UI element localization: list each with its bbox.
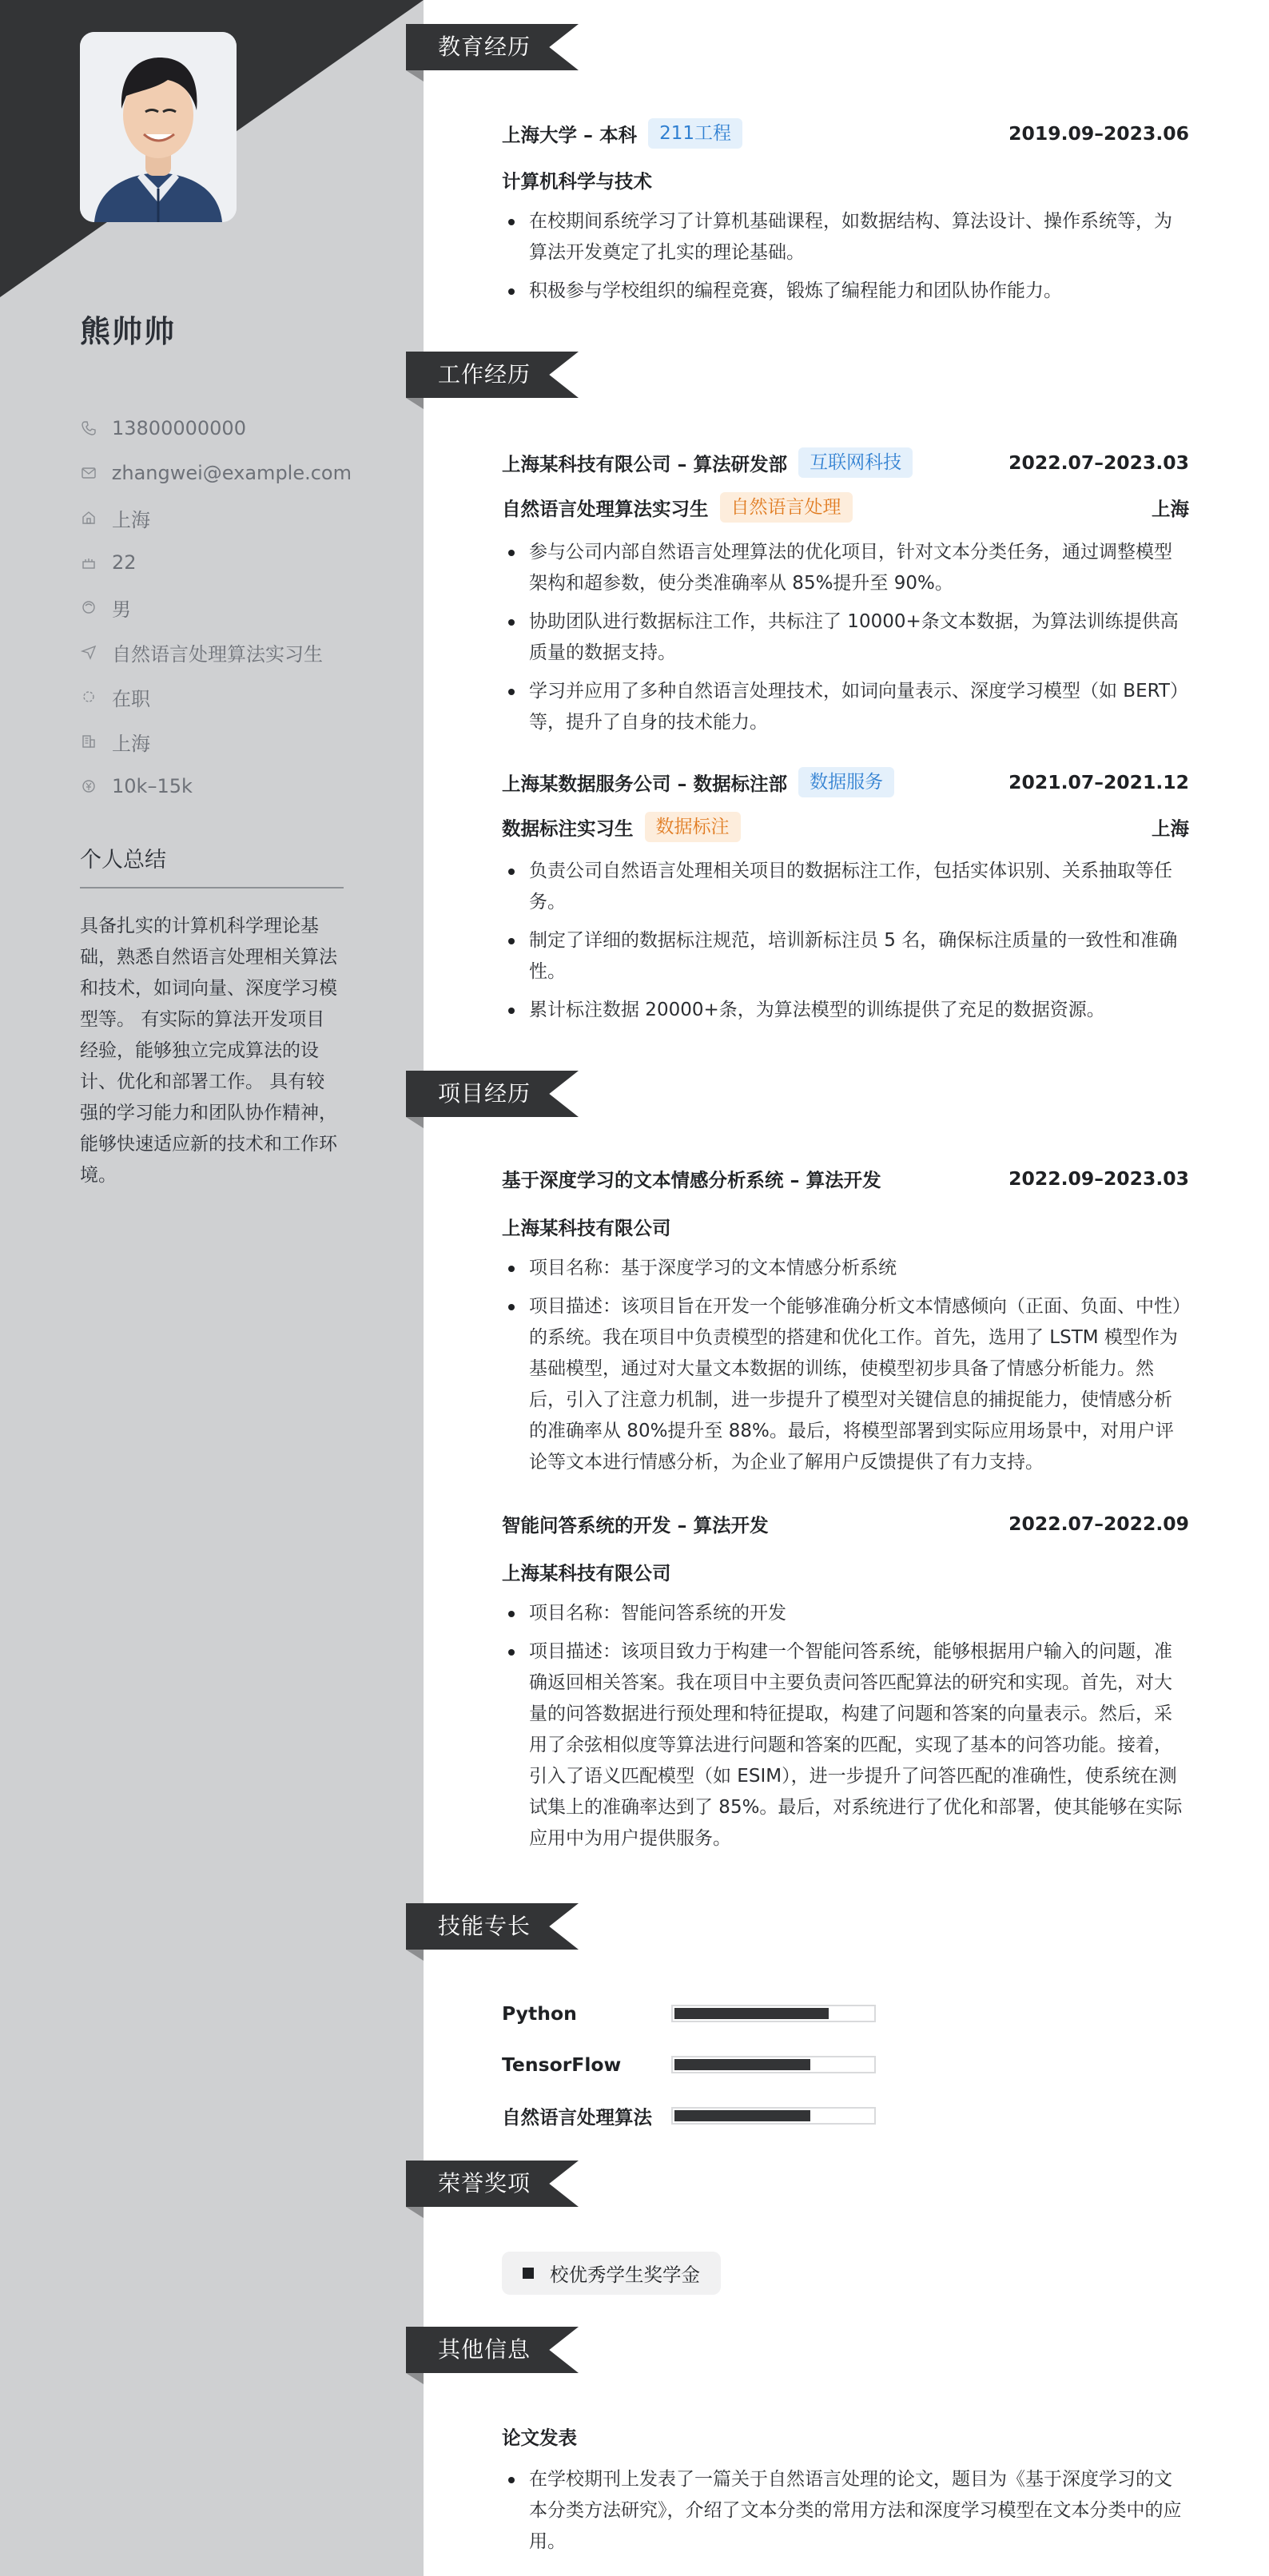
skill-name: TensorFlow [502, 2053, 622, 2076]
info-hometown-text: 上海 [112, 508, 150, 531]
info-phone [80, 406, 352, 451]
work-1-tag: 数据服务 [798, 767, 894, 797]
project-1-title: 智能问答系统的开发 – 算法开发 [502, 1514, 769, 1536]
info-city [80, 719, 352, 764]
work-0-date: 2022.07–2023.03 [1008, 451, 1189, 474]
info-email [80, 451, 352, 495]
info-city-text: 上海 [112, 732, 150, 755]
other-title: 论文发表 [502, 2427, 577, 2449]
section-header-honors [406, 2161, 579, 2207]
list-item: 项目描述：该项目致力于构建一个智能问答系统，能够根据用户输入的问题，准确返回相关答案。我在项目中主要负责问答匹配算法的研究和实现。首先，对大量的问答数据进行预处理和特征提取，构建了问题和答案的向量表示。然后，采用了余弦相似度等算法进行问题和答案的匹配，实现了基本的问答功能。接着，引入了语义匹配模型（如 ESIM），进一步提升了问答匹配的准确性，使系统在测试集上的准确率达到了 85%。最后，对系统进行了优化和部署，使其能够在实际应用中为用户提供服务。 [502, 1636, 1189, 1854]
profile-name: 熊帅帅 [80, 314, 177, 349]
sidebar [0, 0, 424, 2576]
project-1-company: 上海某科技有限公司 [502, 1562, 671, 1584]
status-icon [80, 688, 97, 706]
home-icon [80, 509, 97, 527]
education-bullets [502, 206, 1189, 314]
work-1-date: 2021.07–2021.12 [1008, 771, 1189, 793]
summary-text: 具备扎实的计算机科学理论基础，熟悉自然语言处理相关算法和技术，如词向量、深度学习模型等。 有实际的算法开发项目经验，能够独立完成算法的设计、优化和部署工作。 具有较强的学习能力和团队协作精神，能够快速适应新的技术和工作环境。 [80, 916, 337, 1186]
section-title-other: 其他信息 [438, 2336, 531, 2363]
skill-level-fill [674, 2008, 829, 2019]
work-1-role: 数据标注实习生 [502, 817, 634, 840]
list-item: 项目描述：该项目旨在开发一个能够准确分析文本情感倾向（正面、负面、中性）的系统。我在项目中负责模型的搭建和优化工作。首先，选用了 LSTM 模型作为基础模型，通过对大量文本数据的训练，使模型初步具备了情感分析能力。然后，引入了注意力机制，进一步提升了模型对关键信息的捕捉能力，使情感分析的准确率从 80%提升至 88%。最后，将模型部署到实际应用场景中，对用户评论等文本进行情感分析，为企业了解用户反馈提供了有力支持。 [502, 1291, 1189, 1478]
avatar [80, 32, 237, 222]
skill-level-bar [671, 2005, 876, 2022]
project-0-bullets [502, 1253, 1189, 1485]
section-title-skills: 技能专长 [438, 1913, 531, 1939]
phone-icon [80, 419, 97, 437]
work-1-role-row [502, 812, 1189, 842]
list-item: 制定了详细的数据标注规范，培训新标注员 5 名，确保标注质量的一致性和准确性。 [502, 925, 1189, 988]
skill-name: Python [502, 2002, 577, 2025]
section-header-work [406, 352, 579, 398]
info-email-text: zhangwei@example.com [111, 462, 352, 484]
project-0-title: 基于深度学习的文本情感分析系统 – 算法开发 [502, 1169, 881, 1191]
work-1-company: 上海某数据服务公司 – 数据标注部 [502, 773, 788, 795]
list-item: 累计标注数据 20000+条，为算法模型的训练提供了充足的数据资源。 [502, 995, 1189, 1026]
salary-icon [80, 777, 97, 795]
list-item: 协助团队进行数据标注工作，共标注了 10000+条文本数据，为算法训练提供高质量的数据支持。 [502, 606, 1189, 669]
section-title-work: 工作经历 [438, 361, 531, 388]
info-salary [80, 764, 352, 809]
education-header [502, 118, 1189, 149]
work-1-city: 上海 [1152, 817, 1189, 840]
work-0-city: 上海 [1152, 498, 1189, 520]
info-status [80, 674, 352, 719]
other-bullets [502, 2464, 1189, 2565]
project-1-header [502, 1510, 1189, 1537]
info-gender-text: 男 [112, 598, 131, 621]
project-0-company: 上海某科技有限公司 [502, 1217, 671, 1239]
work-0-company: 上海某科技有限公司 – 算法研发部 [502, 453, 788, 475]
info-salary-text: 10k–15k [112, 775, 193, 797]
section-header-skills [406, 1903, 579, 1950]
skill-level-fill [674, 2059, 810, 2070]
list-item: 积极参与学校组织的编程竞赛，锻炼了编程能力和团队协作能力。 [502, 276, 1189, 307]
section-header-education [406, 24, 579, 70]
list-item: 负责公司自然语言处理相关项目的数据标注工作，包括实体识别、关系抽取等任务。 [502, 856, 1189, 918]
section-title-honors: 荣誉奖项 [438, 2170, 531, 2196]
skill-row [502, 1998, 949, 2029]
education-tag: 211工程 [648, 118, 742, 149]
project-0-date: 2022.09–2023.03 [1008, 1167, 1189, 1190]
list-item: 在校期间系统学习了计算机基础课程，如数据结构、算法设计、操作系统等，为算法开发奠定了扎实的理论基础。 [502, 206, 1189, 268]
summary-title: 个人总结 [80, 848, 166, 873]
skill-level-bar [671, 2056, 876, 2073]
info-age [80, 540, 352, 585]
section-header-projects [406, 1071, 579, 1117]
work-0-role-tag: 自然语言处理 [720, 492, 853, 523]
work-1-bullets [502, 856, 1189, 1033]
section-title-education: 教育经历 [438, 34, 531, 60]
skill-name: 自然语言处理算法 [502, 2106, 652, 2129]
honor-badge [502, 2252, 721, 2295]
send-icon [80, 643, 97, 661]
skill-row [502, 2100, 949, 2132]
summary-divider [80, 887, 344, 888]
education-date: 2019.09–2023.06 [1008, 122, 1189, 145]
list-item: 参与公司内部自然语言处理算法的优化项目，针对文本分类任务，通过调整模型架构和超参数，使分类准确率从 85%提升至 90%。 [502, 537, 1189, 599]
section-title-projects: 项目经历 [438, 1080, 531, 1107]
avatar-portrait-icon [80, 32, 237, 222]
work-0-role-row [502, 492, 1189, 523]
info-gender [80, 585, 352, 630]
square-bullet-icon [523, 2268, 534, 2279]
info-phone-text: 13800000000 [112, 417, 246, 439]
work-0-tag: 互联网科技 [798, 447, 913, 478]
work-0-bullets [502, 537, 1189, 745]
work-1-role-tag: 数据标注 [645, 812, 741, 842]
project-1-bullets [502, 1598, 1189, 1862]
list-item: 项目名称：基于深度学习的文本情感分析系统 [502, 1253, 1189, 1284]
section-header-other [406, 2327, 579, 2373]
list-item: 在学校期刊上发表了一篇关于自然语言处理的论文，题目为《基于深度学习的文本分类方法研究》，介绍了文本分类的常用方法和深度学习模型在文本分类中的应用。 [502, 2464, 1189, 2558]
mail-icon [80, 464, 97, 482]
work-0-header [502, 447, 1189, 478]
skill-level-bar [671, 2107, 876, 2125]
building-icon [80, 733, 97, 750]
project-1-date: 2022.07–2022.09 [1008, 1513, 1189, 1535]
info-hometown [80, 495, 352, 540]
project-0-header [502, 1165, 1189, 1192]
education-major: 计算机科学与技术 [502, 170, 652, 193]
age-icon [80, 554, 97, 571]
info-age-text: 22 [112, 551, 137, 574]
skill-level-fill [674, 2110, 810, 2121]
work-0-role: 自然语言处理算法实习生 [502, 498, 709, 520]
contact-info-list [80, 406, 352, 809]
info-position [80, 630, 352, 674]
gender-icon [80, 598, 97, 616]
info-position-text: 自然语言处理算法实习生 [112, 642, 323, 666]
info-status-text: 在职 [112, 687, 150, 710]
skill-row [502, 2049, 949, 2081]
education-school: 上海大学 – 本科 [502, 124, 638, 146]
list-item: 项目名称：智能问答系统的开发 [502, 1598, 1189, 1629]
honor-label: 校优秀学生奖学金 [550, 2264, 700, 2286]
work-1-header [502, 767, 1189, 797]
list-item: 学习并应用了多种自然语言处理技术，如词向量表示、深度学习模型（如 BERT）等，提升了自身的技术能力。 [502, 676, 1189, 738]
